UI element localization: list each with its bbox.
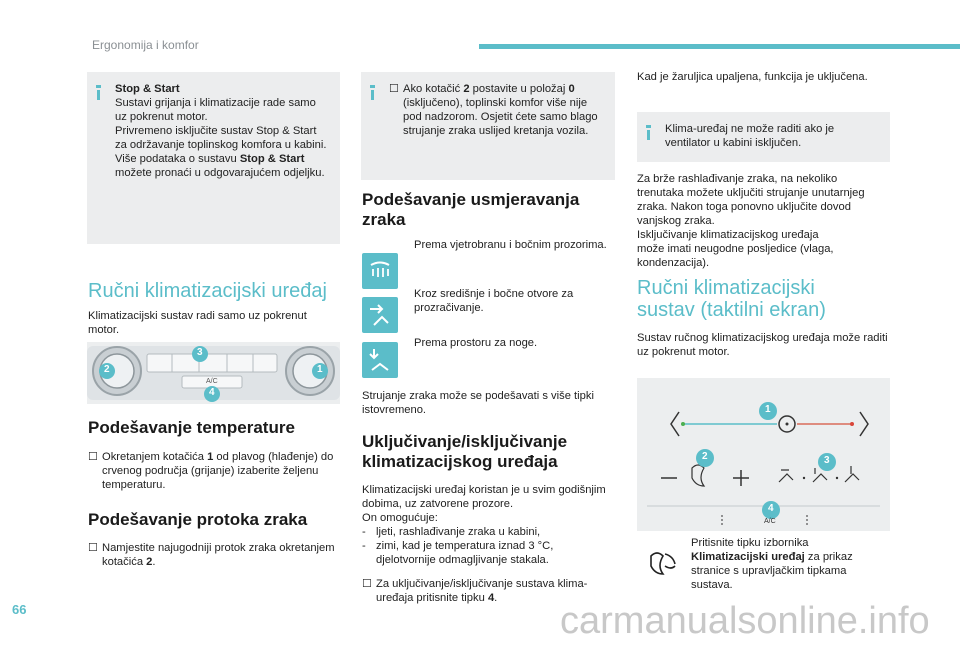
ac-onoff-enables: On omogućuje: xyxy=(362,512,438,524)
ac-onoff-bullet-text: Za uključivanje/isključivanje sustava klima-uređaja pritisnite tipku 4. xyxy=(376,578,588,604)
bullet-icon: ☐ xyxy=(88,451,99,463)
stop-start-note xyxy=(87,72,340,244)
screen-callout-3: 3 xyxy=(824,455,830,466)
note-line: Privremeno isključite sustav Stop & Start xyxy=(115,125,317,137)
temperature-bullet xyxy=(88,450,340,492)
note-line: možete pronaći u odgovarajućem odjeljku. xyxy=(115,167,325,179)
ac-fan-note xyxy=(637,112,890,162)
callout-1: 1 xyxy=(317,364,323,375)
manual-ac-title: Ručni klimatizacijski uređaj xyxy=(88,280,327,302)
ac-onoff-item-text: ljeti, rashlađivanje zraka u kabini, xyxy=(376,526,541,538)
windscreen-vents-icon xyxy=(362,253,398,289)
info-icon xyxy=(370,85,375,100)
note-title: Stop & Start xyxy=(115,83,180,95)
press-menu-text: Pritisnite tipku izbornika Klimatizacijski uređaj za prikaz stranice s upravljačkim tipkama sustava. xyxy=(691,537,853,591)
airflow-text: Namjestite najugodniji protok zraka okretanjem kotačića 2. xyxy=(102,542,335,568)
note-line: za održavanje toplinskog komfora u kabini. xyxy=(115,139,327,151)
air-direction-title: Podešavanje usmjeravanja zraka xyxy=(362,190,580,229)
airflow-bullet xyxy=(88,541,340,569)
combine-text: Strujanje zraka može se podešavati s više tipki istovremeno. xyxy=(362,390,594,416)
dash-icon: - xyxy=(362,526,366,538)
info-icon xyxy=(96,85,101,100)
direction-text-2: Kroz središnje i bočne otvore za prozračivanje. xyxy=(414,288,574,314)
touchscreen-ac-intro: Sustav ručnog klimatizacijskog uređaja može raditi uz pokrenut motor. xyxy=(637,332,888,358)
ac-onoff-intro: Klimatizacijski uređaj koristan je u svim godišnjim dobima, uz zatvorene prozore. xyxy=(362,484,606,510)
fan-off-note xyxy=(361,72,615,180)
callout-3: 3 xyxy=(197,347,203,358)
screen-ac-label: A/C xyxy=(764,518,776,525)
touchscreen-graphic xyxy=(637,378,890,531)
page-number: 66 xyxy=(12,602,27,617)
panel-ac-label: A/C xyxy=(206,378,218,385)
manual-ac-intro: Klimatizacijski sustav radi samo uz pokrenut motor. xyxy=(88,310,307,336)
ac-onoff-title: Uključivanje/isključivanje klimatizacijskog uređaja xyxy=(362,432,568,471)
note-line: Više podataka o sustavu Stop & Start xyxy=(115,153,305,165)
callout-4: 4 xyxy=(209,387,215,398)
recirculation-text: Za brže rashlađivanje zraka, na nekoliko trenutaka možete uključiti strujanje unutarnjeg zraka. Nakon toga ponovno uključite dovod vanjskog zraka. Isključivanje klimatizacijskog uređaja može imati neugodne posljedice (vlaga, kondenzacija). xyxy=(637,173,865,269)
screen-callout-2: 2 xyxy=(702,451,708,462)
direction-text-1: Prema vjetrobranu i bočnim prozorima. xyxy=(414,239,607,251)
temperature-text: Okretanjem kotačića 1 od plavog (hlađenje) do crvenog područja (grijanje) izaberite željenu temperaturu. xyxy=(102,451,334,491)
screen-callout-1: 1 xyxy=(765,404,771,415)
ac-onoff-item xyxy=(362,539,616,567)
watermark: carmanualsonline.info xyxy=(560,600,930,642)
ac-menu-icon xyxy=(645,544,683,582)
feet-vents-icon xyxy=(362,342,398,378)
temperature-title: Podešavanje temperature xyxy=(88,418,295,437)
ac-onoff-item xyxy=(362,525,616,539)
callout-2: 2 xyxy=(104,364,110,375)
fan-off-bullet xyxy=(389,82,603,138)
note-line: uz pokrenut motor. xyxy=(115,111,208,123)
ac-onoff-item-text: zimi, kad je temperatura iznad 3 °C, djelotvornije odmagljivanje stakala. xyxy=(376,540,554,566)
direction-text-3: Prema prostoru za noge. xyxy=(414,337,538,349)
airflow-title: Podešavanje protoka zraka xyxy=(88,510,308,529)
ac-panel-illustration xyxy=(87,342,340,404)
section-header: Ergonomija i komfor xyxy=(92,38,199,52)
touchscreen-illustration xyxy=(637,378,890,531)
lamp-text: Kad je žaruljica upaljena, funkcija je uključena. xyxy=(637,71,868,83)
fan-off-text: Ako kotačić 2 postavite u položaj 0 (isključeno), toplinski komfor više nije pod nadzorom. Osjetit ćete samo blago strujanje zraka uslijed kretanja vozila. xyxy=(403,83,598,137)
bullet-icon: ☐ xyxy=(362,578,373,590)
screen-callout-4: 4 xyxy=(768,503,774,514)
face-vents-icon xyxy=(362,297,398,333)
bullet-icon: ☐ xyxy=(88,542,99,554)
touchscreen-ac-title: Ručni klimatizacijski sustav (taktilni ekran) xyxy=(637,277,826,321)
header-accent-bar xyxy=(479,44,960,49)
info-icon xyxy=(646,125,651,140)
bullet-icon: ☐ xyxy=(389,83,400,95)
dash-icon: - xyxy=(362,540,366,552)
ac-fan-note-text: Klima-uređaj ne može raditi ako je ventilator u kabini isključen. xyxy=(665,123,835,149)
note-line: Sustavi grijanja i klimatizacije rade samo xyxy=(115,97,316,109)
